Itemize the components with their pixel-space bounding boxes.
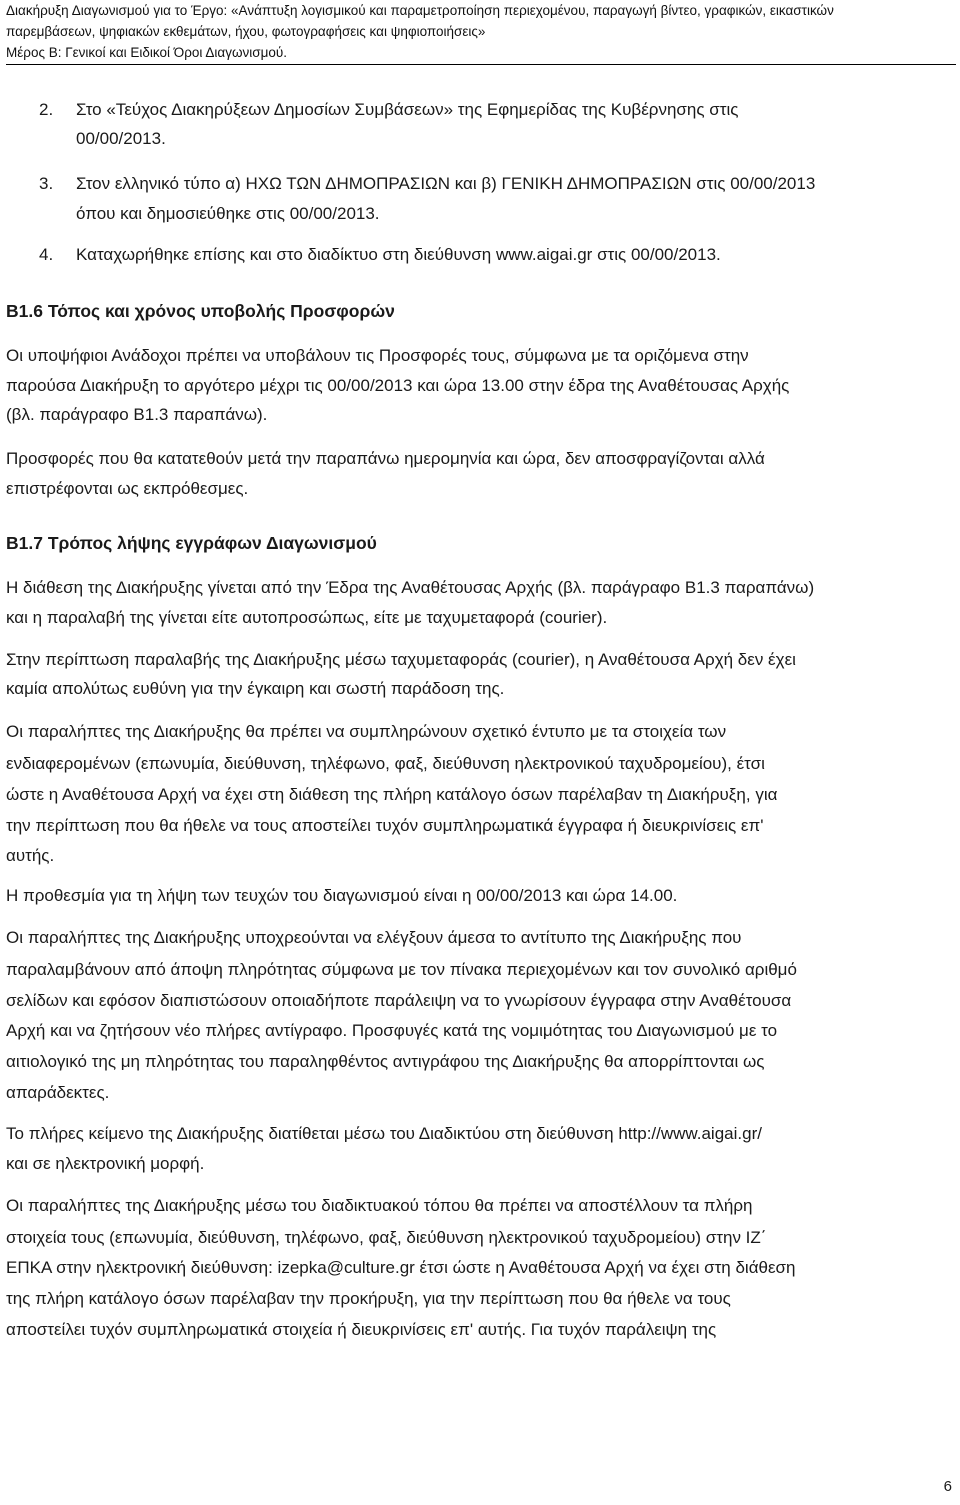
paragraph-line: παρούσα Διακήρυξη το αργότερο μέχρι τις 00/00/2013 και ώρα 13.00 στην έδρα της Αναθέτουσας Αρχής <box>6 376 790 395</box>
paragraph-line: Στην περίπτωση παραλαβής της Διακήρυξης μέσω ταχυμεταφοράς (courier), η Αναθέτουσα Αρχή δεν έχει <box>6 650 796 669</box>
paragraph-line: Η προθεσμία για τη λήψη των τευχών του διαγωνισμού είναι η 00/00/2013 και ώρα 14.00. <box>6 886 678 905</box>
paragraph-line: της πλήρη κατάλογο όσων παρέλαβαν την προκήρυξη, για την περίπτωση που θα ήθελε να τους <box>6 1289 731 1308</box>
paragraph-line: και η παραλαβή της γίνεται είτε αυτοπροσώπως, είτε με ταχυμεταφορά (courier). <box>6 608 608 627</box>
paragraph-line: αυτής. <box>6 846 55 865</box>
header-line-3: Μέρος Β: Γενικοί και Ειδικοί Όροι Διαγωνισμού. <box>6 45 288 60</box>
paragraph-line: καμία απολύτως ευθύνη για την έγκαιρη και σωστή παράδοση της. <box>6 679 505 698</box>
paragraph-line: Οι υποψήφιοι Ανάδοχοι πρέπει να υποβάλουν τις Προσφορές τους, σύμφωνα με τα οριζόμενα στην <box>6 346 749 365</box>
paragraph-line: (βλ. παράγραφο Β1.3 παραπάνω). <box>6 405 268 424</box>
header-line-1: Διακήρυξη Διαγωνισμού για το Έργο: «Ανάπτυξη λογισμικού και παραμετροποίηση περιεχομένου, παραγωγή βίντεο, γραφικών, εικαστικών <box>6 3 834 18</box>
paragraph-line: και σε ηλεκτρονική μορφή. <box>6 1154 205 1173</box>
list-number: 3. <box>39 174 54 193</box>
page-header <box>6 0 956 63</box>
list-item-3-line-1: 3. Στον ελληνικό τύπο α) ΗΧΩ ΤΩΝ ΔΗΜΟΠΡΑΣΙΩΝ και β) ΓΕΝΙΚΗ ΔΗΜΟΠΡΑΣΙΩΝ στις 00/00/2013 <box>39 174 816 193</box>
paragraph-line: Οι παραλήπτες της Διακήρυξης θα πρέπει να συμπληρώνουν σχετικό έντυπο με τα στοιχεία των <box>6 722 727 741</box>
paragraph-line: στοιχεία τους (επωνυμία, διεύθυνση, τηλέφωνο, φαξ, διεύθυνση ηλεκτρονικού ταχυδρομείου) στην ΙΖ΄ <box>6 1228 767 1247</box>
paragraph-line: αποστείλει τυχόν συμπληρωματικά στοιχεία ή διευκρινίσεις επ' αυτής. Για τυχόν παράλειψη της <box>6 1320 717 1339</box>
paragraph-line: την περίπτωση που θα ήθελε να τους αποστείλει τυχόν συμπληρωματικά έγγραφα ή διευκρινίσεις επ' <box>6 816 764 835</box>
list-item-4-line-1: 4. Καταχωρήθηκε επίσης και στο διαδίκτυο στη διεύθυνση www.aigai.gr στις 00/00/2013. <box>39 245 721 264</box>
paragraph-line: σελίδων και εφόσον διαπιστώσουν οποιαδήποτε παράλειψη να το γνωρίσουν έγγραφα στην Αναθέτουσα <box>6 991 792 1010</box>
section-b17-title: Β1.7 Τρόπος λήψης εγγράφων Διαγωνισμού <box>6 533 377 553</box>
section-b16-title: Β1.6 Τόπος και χρόνος υποβολής Προσφορών <box>6 301 395 321</box>
list-item-2-line-2: 00/00/2013. <box>76 129 166 148</box>
list-item-2-line-1: 2. Στο «Τεύχος Διακηρύξεων Δημοσίων Συμβάσεων» της Εφημερίδας της Κυβέρνησης στις <box>39 100 739 119</box>
paragraph-line: ώστε η Αναθέτουσα Αρχή να έχει στη διάθεση της πλήρη κατάλογο όσων παρέλαβαν τη Διακήρυξη, για <box>6 785 778 804</box>
paragraph-line: Προσφορές που θα κατατεθούν μετά την παραπάνω ημερομηνία και ώρα, δεν αποσφραγίζονται αλλά <box>6 449 765 468</box>
list-item-3-line-2: όπου και δημοσιεύθηκε στις 00/00/2013. <box>76 204 380 223</box>
list-number: 2. <box>39 100 54 119</box>
paragraph-line: ΕΠΚΑ στην ηλεκτρονική διεύθυνση: izepka@culture.gr έτσι ώστε η Αναθέτουσα Αρχή να έχει στη διάθεση <box>6 1258 796 1277</box>
paragraph-line: Το πλήρες κείμενο της Διακήρυξης διατίθεται μέσω του Διαδικτύου στη διεύθυνση http://www.aigai.gr/ <box>6 1124 762 1143</box>
paragraph-line: ενδιαφερομένων (επωνυμία, διεύθυνση, τηλέφωνο, φαξ, διεύθυνση ηλεκτρονικού ταχυδρομείου), έτσι <box>6 754 765 773</box>
paragraph-line: παραλαμβάνουν από άποψη πληρότητας σύμφωνα με τον πίνακα περιεχομένων και τον συνολικό αριθμό <box>6 960 797 979</box>
paragraph-line: Οι παραλήπτες της Διακήρυξης μέσω του διαδικτυακού τόπου θα πρέπει να αποστέλλουν τα πλήρη <box>6 1196 753 1215</box>
page-number: 6 <box>943 1478 952 1495</box>
header-line-2: παρεμβάσεων, ψηφιακών εκθεμάτων, ήχου, φωτογραφήσεις και ψηφιοποιήσεις» <box>6 24 486 39</box>
paragraph-line: απαράδεκτες. <box>6 1083 110 1102</box>
paragraph-line: Οι παραλήπτες της Διακήρυξης υποχρεούνται να ελέγξουν άμεσα το αντίτυπο της Διακήρυξης που <box>6 928 742 947</box>
header-divider <box>6 64 956 65</box>
paragraph-line: αιτιολογικό της μη πληρότητας του παραληφθέντος αντιγράφου της Διακήρυξης θα απορρίπτονται ως <box>6 1052 765 1071</box>
paragraph-line: Η διάθεση της Διακήρυξης γίνεται από την Έδρα της Αναθέτουσας Αρχής (βλ. παράγραφο Β1.3 παραπάνω) <box>6 578 815 597</box>
paragraph-line: επιστρέφονται ως εκπρόθεσμες. <box>6 479 249 498</box>
list-number: 4. <box>39 245 54 264</box>
paragraph-line: Αρχή και να ζητήσουν νέο πλήρες αντίγραφο. Προσφυγές κατά της νομιμότητας του Διαγωνισμού με το <box>6 1021 778 1040</box>
